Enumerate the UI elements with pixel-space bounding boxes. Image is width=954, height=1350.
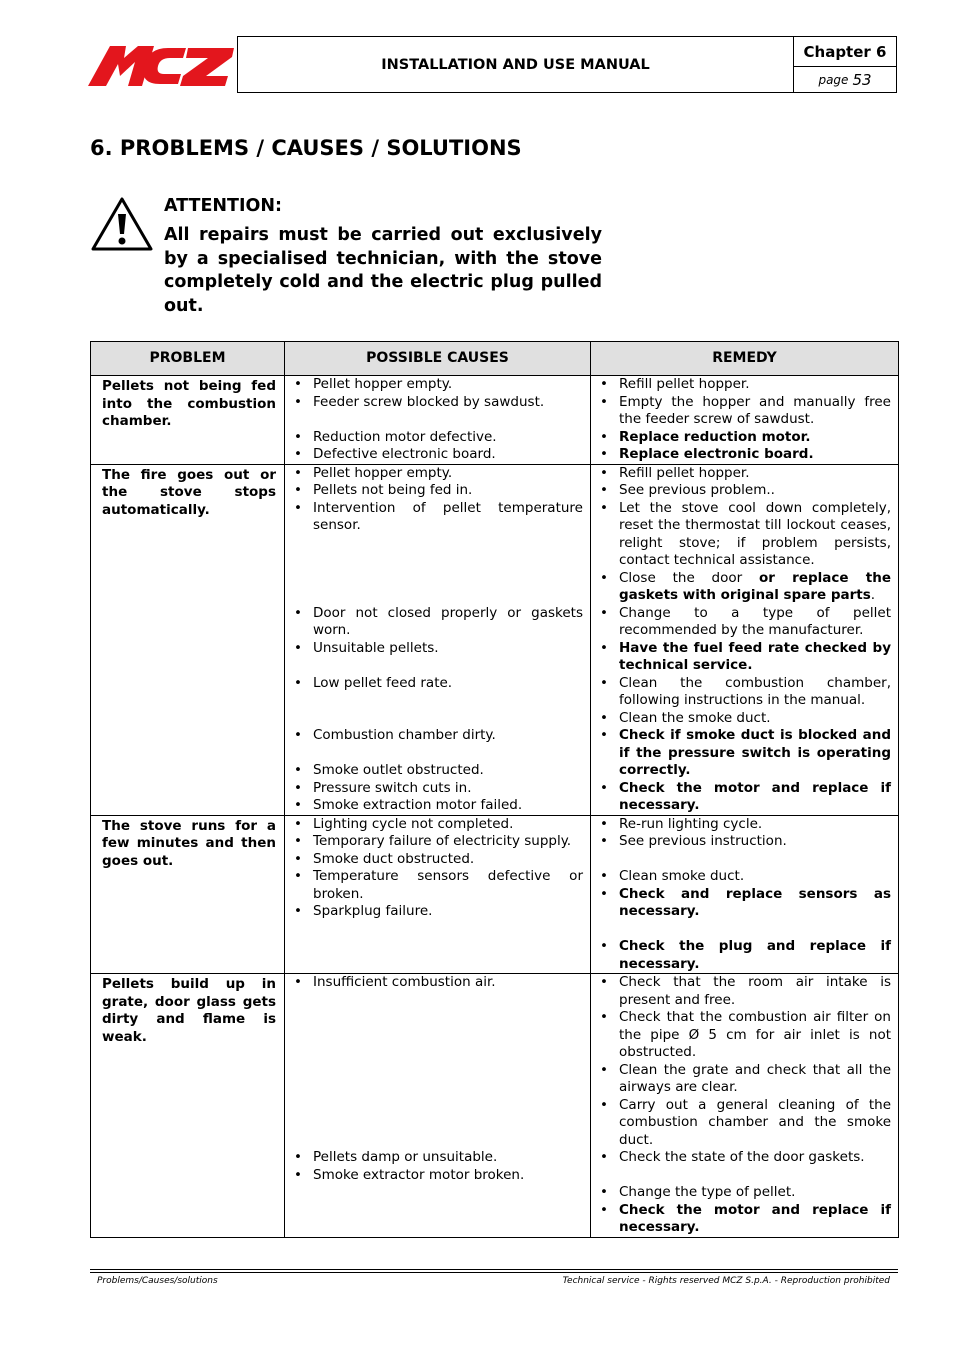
remedy-text: Change to a type of pellet recommended by the manufacturer. bbox=[619, 604, 891, 638]
remedy-item bbox=[591, 886, 891, 921]
footer-left: Problems/Causes/solutions bbox=[97, 1276, 218, 1286]
cause-item: • Temperature sensors defective or broken. bbox=[285, 868, 583, 903]
cause-item: • Low pellet feed rate. bbox=[285, 675, 583, 693]
footer-rule-bottom bbox=[90, 1272, 898, 1273]
remedy-text: See previous problem.. bbox=[619, 482, 775, 498]
spacer bbox=[285, 1027, 583, 1045]
header-causes: POSSIBLE CAUSES bbox=[285, 342, 591, 376]
spacer bbox=[285, 657, 583, 675]
cause-item: • Pellets not being fed in. bbox=[285, 482, 583, 500]
remedy-text: Replace reduction motor. bbox=[619, 428, 811, 445]
spacer bbox=[285, 692, 583, 710]
spacer bbox=[285, 710, 583, 728]
cause-item: • Intervention of pellet temperature sensor. bbox=[285, 500, 583, 535]
spacer bbox=[591, 1167, 891, 1185]
remedy-text: Check the plug and replace if necessary. bbox=[619, 938, 891, 972]
cause-item: • Reduction motor defective. bbox=[285, 429, 583, 447]
mcz-logo bbox=[88, 40, 236, 88]
problem-cell: The stove runs for a few minutes and then goes out. bbox=[91, 815, 285, 974]
footer-right: Technical service - Rights reserved MCZ S.p.A. - Reproduction prohibited bbox=[562, 1276, 890, 1286]
table-row bbox=[91, 815, 899, 974]
section-title: 6. PROBLEMS / CAUSES / SOLUTIONS bbox=[90, 136, 522, 160]
manual-title: INSTALLATION AND USE MANUAL bbox=[238, 37, 794, 92]
remedy-text: Check that the room air intake is present and free. bbox=[619, 974, 891, 1008]
cause-item: • Smoke duct obstructed. bbox=[285, 851, 583, 869]
cause-item: • Pellet hopper empty. bbox=[285, 376, 583, 394]
remedy-text: Check if smoke duct is blocked and if the pressure switch is operating correctly. bbox=[619, 727, 891, 778]
remedy-item bbox=[591, 727, 891, 780]
remedy-text: Let the stove cool down completely, reset the thermostat till lockout ceases, relight stove; if problem persists, contact technical assistance. bbox=[619, 499, 891, 568]
remedy-text: Refill pellet hopper. bbox=[619, 464, 750, 481]
remedy-cell bbox=[591, 815, 899, 974]
table-body bbox=[91, 376, 899, 1238]
remedy-text: Clean smoke duct. bbox=[619, 868, 745, 884]
remedy-item bbox=[591, 446, 891, 464]
table-row bbox=[91, 974, 899, 1238]
remedy-item bbox=[591, 1202, 891, 1237]
cause-item: • Temporary failure of electricity supply. bbox=[285, 833, 583, 851]
cause-item: • Door not closed properly or gaskets worn. bbox=[285, 605, 583, 640]
spacer bbox=[285, 552, 583, 570]
spacer bbox=[285, 1097, 583, 1115]
remedy-emphasis: or replace the gaskets with original spare parts bbox=[619, 569, 891, 603]
remedy-text: Clean the combustion chamber, following instructions in the manual. bbox=[619, 674, 891, 708]
cause-item: • Lighting cycle not completed. bbox=[285, 816, 583, 834]
remedy-item bbox=[591, 482, 891, 500]
footer-rule-top bbox=[90, 1269, 898, 1270]
cause-item: • Insufficient combustion air. bbox=[285, 974, 583, 992]
logo-text: MCZ bbox=[88, 40, 91, 41]
spacer bbox=[591, 851, 891, 869]
remedy-text: Clean the smoke duct. bbox=[619, 709, 771, 726]
remedy-item bbox=[591, 376, 891, 394]
spacer bbox=[285, 1062, 583, 1080]
remedy-text: Check that the combustion air filter on the pipe Ø 5 cm for air inlet is not obstructed. bbox=[619, 1009, 891, 1060]
remedy-text: Check and replace sensors as necessary. bbox=[619, 885, 891, 919]
cause-item: • Smoke extractor motor broken. bbox=[285, 1167, 583, 1185]
remedy-item bbox=[591, 868, 891, 886]
problem-cell: Pellets build up in grate, door glass gets dirty and flame is weak. bbox=[91, 974, 285, 1238]
attention-text: All repairs must be carried out exclusively by a specialised technician, with the stove completely cold and the electric plug pulled out. bbox=[164, 225, 602, 316]
remedy-cell bbox=[591, 464, 899, 815]
header-remedy: REMEDY bbox=[591, 342, 899, 376]
remedy-text: Check the motor and replace if necessary. bbox=[619, 779, 891, 813]
cause-item: • Sparkplug failure. bbox=[285, 903, 583, 921]
cause-item: • Combustion chamber dirty. bbox=[285, 727, 583, 745]
remedy-item bbox=[591, 675, 891, 710]
table-header-row bbox=[91, 342, 899, 376]
remedy-item bbox=[591, 1184, 891, 1202]
remedy-item bbox=[591, 710, 891, 728]
remedy-text: See previous instruction. bbox=[619, 833, 787, 849]
spacer bbox=[285, 535, 583, 553]
remedy-item bbox=[591, 938, 891, 973]
remedy-text: Have the fuel feed rate checked by technical service. bbox=[619, 639, 891, 673]
header-problem: PROBLEM bbox=[91, 342, 285, 376]
remedy-item bbox=[591, 605, 891, 640]
spacer bbox=[285, 1114, 583, 1132]
chapter-label: Chapter 6 bbox=[794, 37, 896, 67]
causes-cell bbox=[285, 974, 591, 1238]
causes-cell bbox=[285, 464, 591, 815]
cause-item: • Smoke outlet obstructed. bbox=[285, 762, 583, 780]
page-indicator bbox=[794, 67, 896, 92]
remedy-text: Change the type of pellet. bbox=[619, 1184, 796, 1200]
header-box bbox=[237, 36, 897, 93]
remedy-item bbox=[591, 816, 891, 834]
remedy-text: Empty the hopper and manually free the feeder screw of sawdust. bbox=[619, 393, 891, 427]
cause-item: • Pellet hopper empty. bbox=[285, 465, 583, 483]
spacer bbox=[285, 992, 583, 1010]
remedy-cell bbox=[591, 974, 899, 1238]
spacer bbox=[285, 1132, 583, 1150]
remedy-text: Carry out a general cleaning of the combustion chamber and the smoke duct. bbox=[619, 1096, 891, 1148]
remedy-text: Re-run lighting cycle. bbox=[619, 815, 763, 832]
remedy-item bbox=[591, 1097, 891, 1150]
spacer bbox=[591, 921, 891, 939]
remedy-item bbox=[591, 465, 891, 483]
table-row bbox=[91, 464, 899, 815]
remedy-text: Close the door bbox=[619, 569, 760, 586]
remedy-item bbox=[591, 500, 891, 570]
page-label: page bbox=[818, 72, 849, 87]
problem-cell: The fire goes out or the stove stops automatically. bbox=[91, 464, 285, 815]
spacer bbox=[285, 411, 583, 429]
remedy-item bbox=[591, 1149, 891, 1167]
causes-cell bbox=[285, 376, 591, 465]
table-row bbox=[91, 376, 899, 465]
remedy-tail: . bbox=[870, 587, 876, 603]
cause-item: • Feeder screw blocked by sawdust. bbox=[285, 394, 583, 412]
cause-item: • Defective electronic board. bbox=[285, 446, 583, 464]
remedy-text: Refill pellet hopper. bbox=[619, 376, 750, 392]
spacer bbox=[285, 570, 583, 588]
spacer bbox=[285, 1079, 583, 1097]
remedy-item bbox=[591, 833, 891, 851]
remedy-item bbox=[591, 570, 891, 605]
cause-item: • Smoke extraction motor failed. bbox=[285, 797, 583, 815]
remedy-item bbox=[591, 394, 891, 429]
remedy-cell bbox=[591, 376, 899, 465]
remedy-item bbox=[591, 1009, 891, 1062]
remedy-item bbox=[591, 640, 891, 675]
cause-item: • Pressure switch cuts in. bbox=[285, 780, 583, 798]
cause-item: • Unsuitable pellets. bbox=[285, 640, 583, 658]
remedy-text: Check the state of the door gaskets. bbox=[619, 1149, 865, 1165]
warning-triangle-icon bbox=[90, 196, 154, 252]
cause-item: • Pellets damp or unsuitable. bbox=[285, 1149, 583, 1167]
spacer bbox=[285, 587, 583, 605]
problem-cell: Pellets not being fed into the combustion chamber. bbox=[91, 376, 285, 465]
causes-cell bbox=[285, 815, 591, 974]
remedy-item bbox=[591, 429, 891, 447]
remedy-text: Clean the grate and check that all the airways are clear. bbox=[619, 1061, 891, 1095]
remedy-text: Replace electronic board. bbox=[619, 446, 814, 462]
remedy-item bbox=[591, 1062, 891, 1097]
attention-heading: ATTENTION: bbox=[164, 196, 283, 216]
spacer bbox=[285, 1009, 583, 1027]
problems-table bbox=[90, 341, 899, 1238]
remedy-text: Check the motor and replace if necessary. bbox=[619, 1201, 891, 1235]
spacer bbox=[285, 1044, 583, 1062]
remedy-item bbox=[591, 780, 891, 815]
remedy-item bbox=[591, 974, 891, 1009]
spacer bbox=[285, 745, 583, 763]
page-number: 53 bbox=[852, 70, 872, 89]
